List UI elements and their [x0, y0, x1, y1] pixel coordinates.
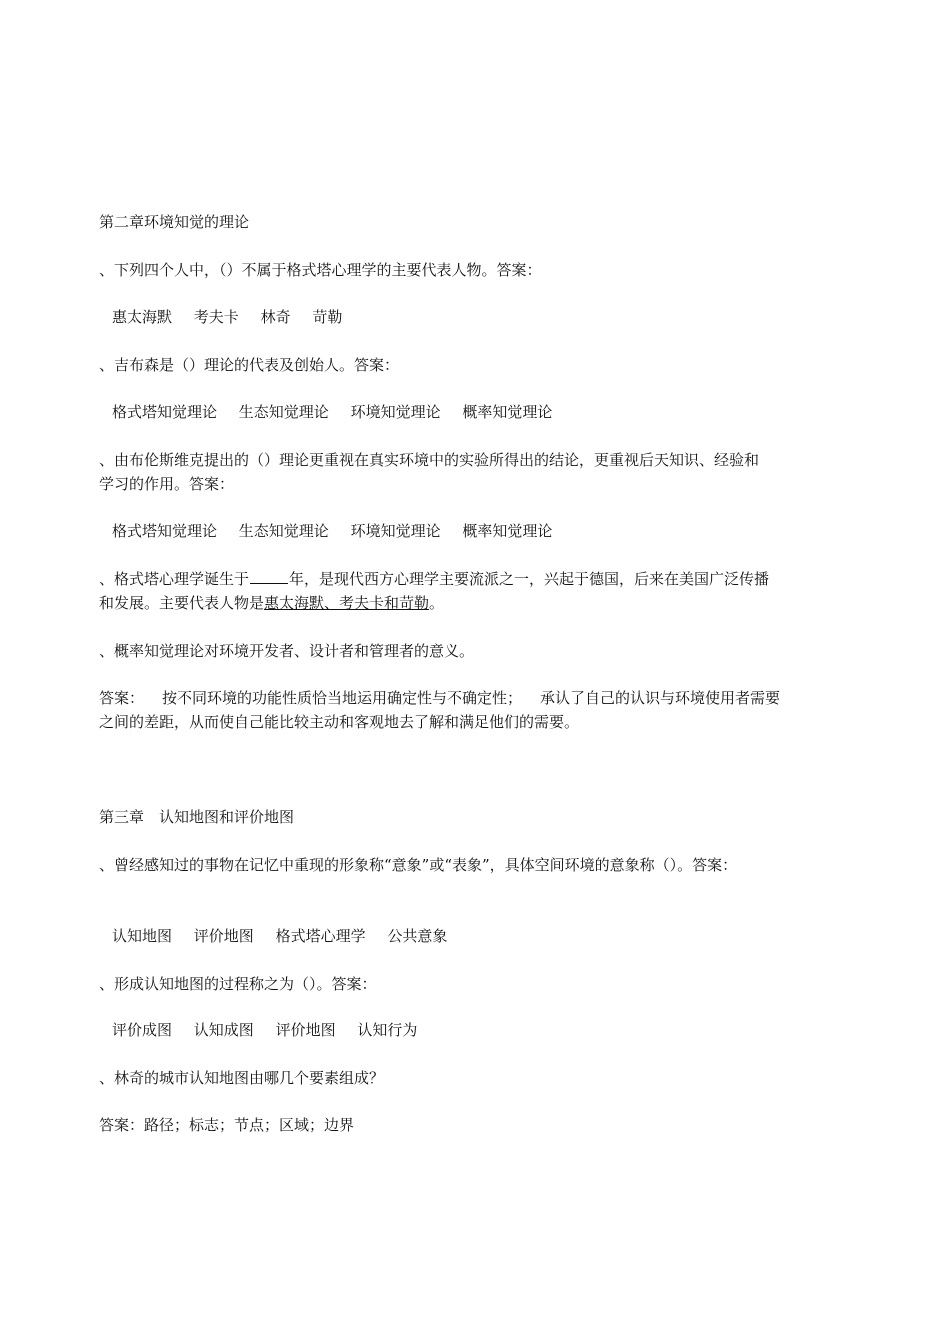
option-d: 苛勒	[312, 308, 343, 326]
chapter3-q3-answer: 答案：路径；标志；节点；区域；边界	[99, 1116, 355, 1134]
chapter2-q1-text: 、下列四个人中，（）不属于格式塔心理学的主要代表人物。答案：	[99, 261, 542, 279]
chapter3-q1-text: 、曾经感知过的事物在记忆中重现的形象称“意象”或“表象”，具体空间环境的意象称（）。答案：	[99, 856, 738, 874]
option-c: 林奇	[260, 308, 291, 326]
chapter2-q5-answer-line1	[99, 686, 859, 710]
option-a: 格式塔知觉理论	[112, 522, 218, 540]
option-a: 格式塔知觉理论	[112, 403, 218, 421]
option-d: 认知行为	[357, 1021, 418, 1039]
fill-in-blank	[250, 568, 288, 584]
chapter2-q4-line2	[99, 591, 859, 615]
chapter3-q1-options	[112, 924, 872, 948]
option-c: 环境知觉理论	[350, 522, 441, 540]
q4-line2-pre: 和发展。主要代表人物是	[99, 594, 265, 612]
chapter3-q2-text: 、形成认知地图的过程称之为（）。答案：	[99, 975, 377, 993]
chapter2-q2-text: 、吉布森是（）理论的代表及创始人。答案：	[99, 356, 400, 374]
chapter2-q2-options	[112, 400, 872, 424]
option-d: 概率知觉理论	[462, 403, 553, 421]
answer-part2: 承认了自己的认识与环境使用者需要	[540, 689, 781, 707]
chapter3-q3-text: 、林奇的城市认知地图由哪几个要素组成？	[99, 1069, 385, 1087]
chapter2-q4-line1	[99, 567, 859, 591]
chapter2-q1-options	[112, 305, 872, 329]
chapter2-title: 第二章环境知觉的理论	[99, 213, 250, 231]
q4-line2-post: 。	[429, 594, 445, 612]
chapter2-q5-text: 、概率知觉理论对环境开发者、设计者和管理者的意义。	[99, 642, 475, 660]
option-c: 环境知觉理论	[350, 403, 441, 421]
option-b: 生态知觉理论	[238, 403, 329, 421]
chapter3-q2-options	[112, 1018, 872, 1042]
answer-label: 答案：	[99, 689, 145, 707]
chapter2-q5-answer-line2: 之间的差距，从而使自己能比较主动和客观地去了解和满足他们的需要。	[99, 713, 580, 731]
option-a: 评价成图	[112, 1021, 173, 1039]
chapter3-title: 第三章 认知地图和评价地图	[99, 808, 295, 826]
option-b: 生态知觉理论	[238, 522, 329, 540]
option-b: 考夫卡	[193, 308, 239, 326]
chapter2-q3-options	[112, 519, 872, 543]
option-c: 评价地图	[275, 1021, 336, 1039]
option-d: 概率知觉理论	[462, 522, 553, 540]
option-c: 格式塔心理学	[275, 927, 366, 945]
answer-part1: 按不同环境的功能性质恰当地运用确定性与不确定性；	[162, 689, 523, 707]
q4-post-text: 年，是现代西方心理学主要流派之一，兴起于德国，后来在美国广泛传播	[289, 570, 770, 588]
option-b: 认知成图	[193, 1021, 254, 1039]
option-b: 评价地图	[193, 927, 254, 945]
option-d: 公共意象	[387, 927, 448, 945]
option-a: 惠太海默	[112, 308, 173, 326]
chapter2-q3-line2: 学习的作用。答案：	[99, 475, 235, 493]
chapter2-q3-line1: 、由布伦斯维克提出的（）理论更重视在真实环境中的实验所得出的结论，更重视后天知识、经验和	[99, 451, 760, 469]
q4-pre-text: 、格式塔心理学诞生于	[99, 570, 250, 588]
option-a: 认知地图	[112, 927, 173, 945]
q4-underlined-answer: 惠太海默、考夫卡和苛勒	[264, 594, 430, 612]
